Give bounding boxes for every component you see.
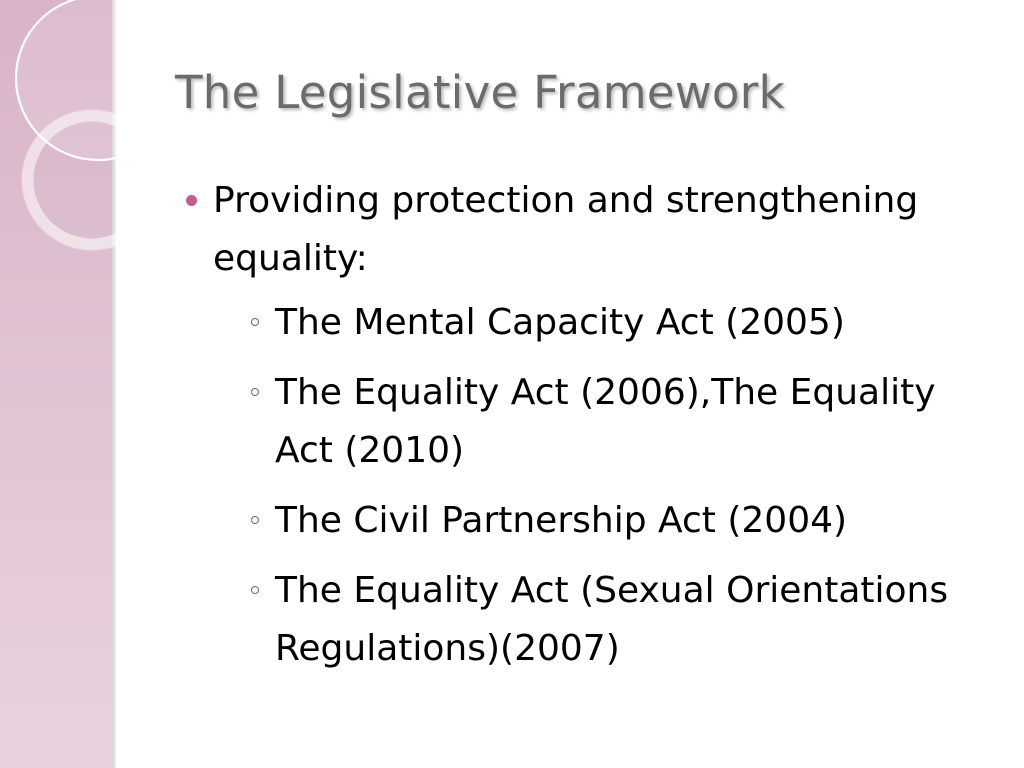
sub-bullet-text: The Equality Act (Sexual Orientations Regulations)(2007)	[275, 570, 949, 669]
sub-bullet-text: The Equality Act (2006),The Equality Act (2010)	[275, 372, 936, 471]
sub-bullet-ring-icon	[251, 516, 259, 524]
sub-bullet-item	[213, 492, 983, 550]
bullet-dot-icon	[186, 195, 197, 206]
sub-bullet-list	[213, 294, 983, 678]
sub-bullet-text: The Mental Capacity Act (2005)	[275, 302, 845, 343]
sub-bullet-ring-icon	[251, 586, 259, 594]
decor-ring-large	[16, 0, 116, 160]
bullet-list	[183, 172, 983, 690]
bullet-item	[183, 172, 983, 678]
sub-bullet-item	[213, 364, 983, 480]
sub-bullet-text: The Civil Partnership Act (2004)	[275, 500, 848, 541]
bullet-text: Providing protection and strengthening equality:	[213, 180, 919, 279]
sub-bullet-item	[213, 294, 983, 352]
sub-bullet-ring-icon	[251, 318, 259, 326]
slide-title: The Legislative Framework	[175, 66, 785, 119]
decorative-rings	[0, 0, 116, 260]
sub-bullet-item	[213, 562, 983, 678]
sub-bullet-ring-icon	[251, 388, 259, 396]
